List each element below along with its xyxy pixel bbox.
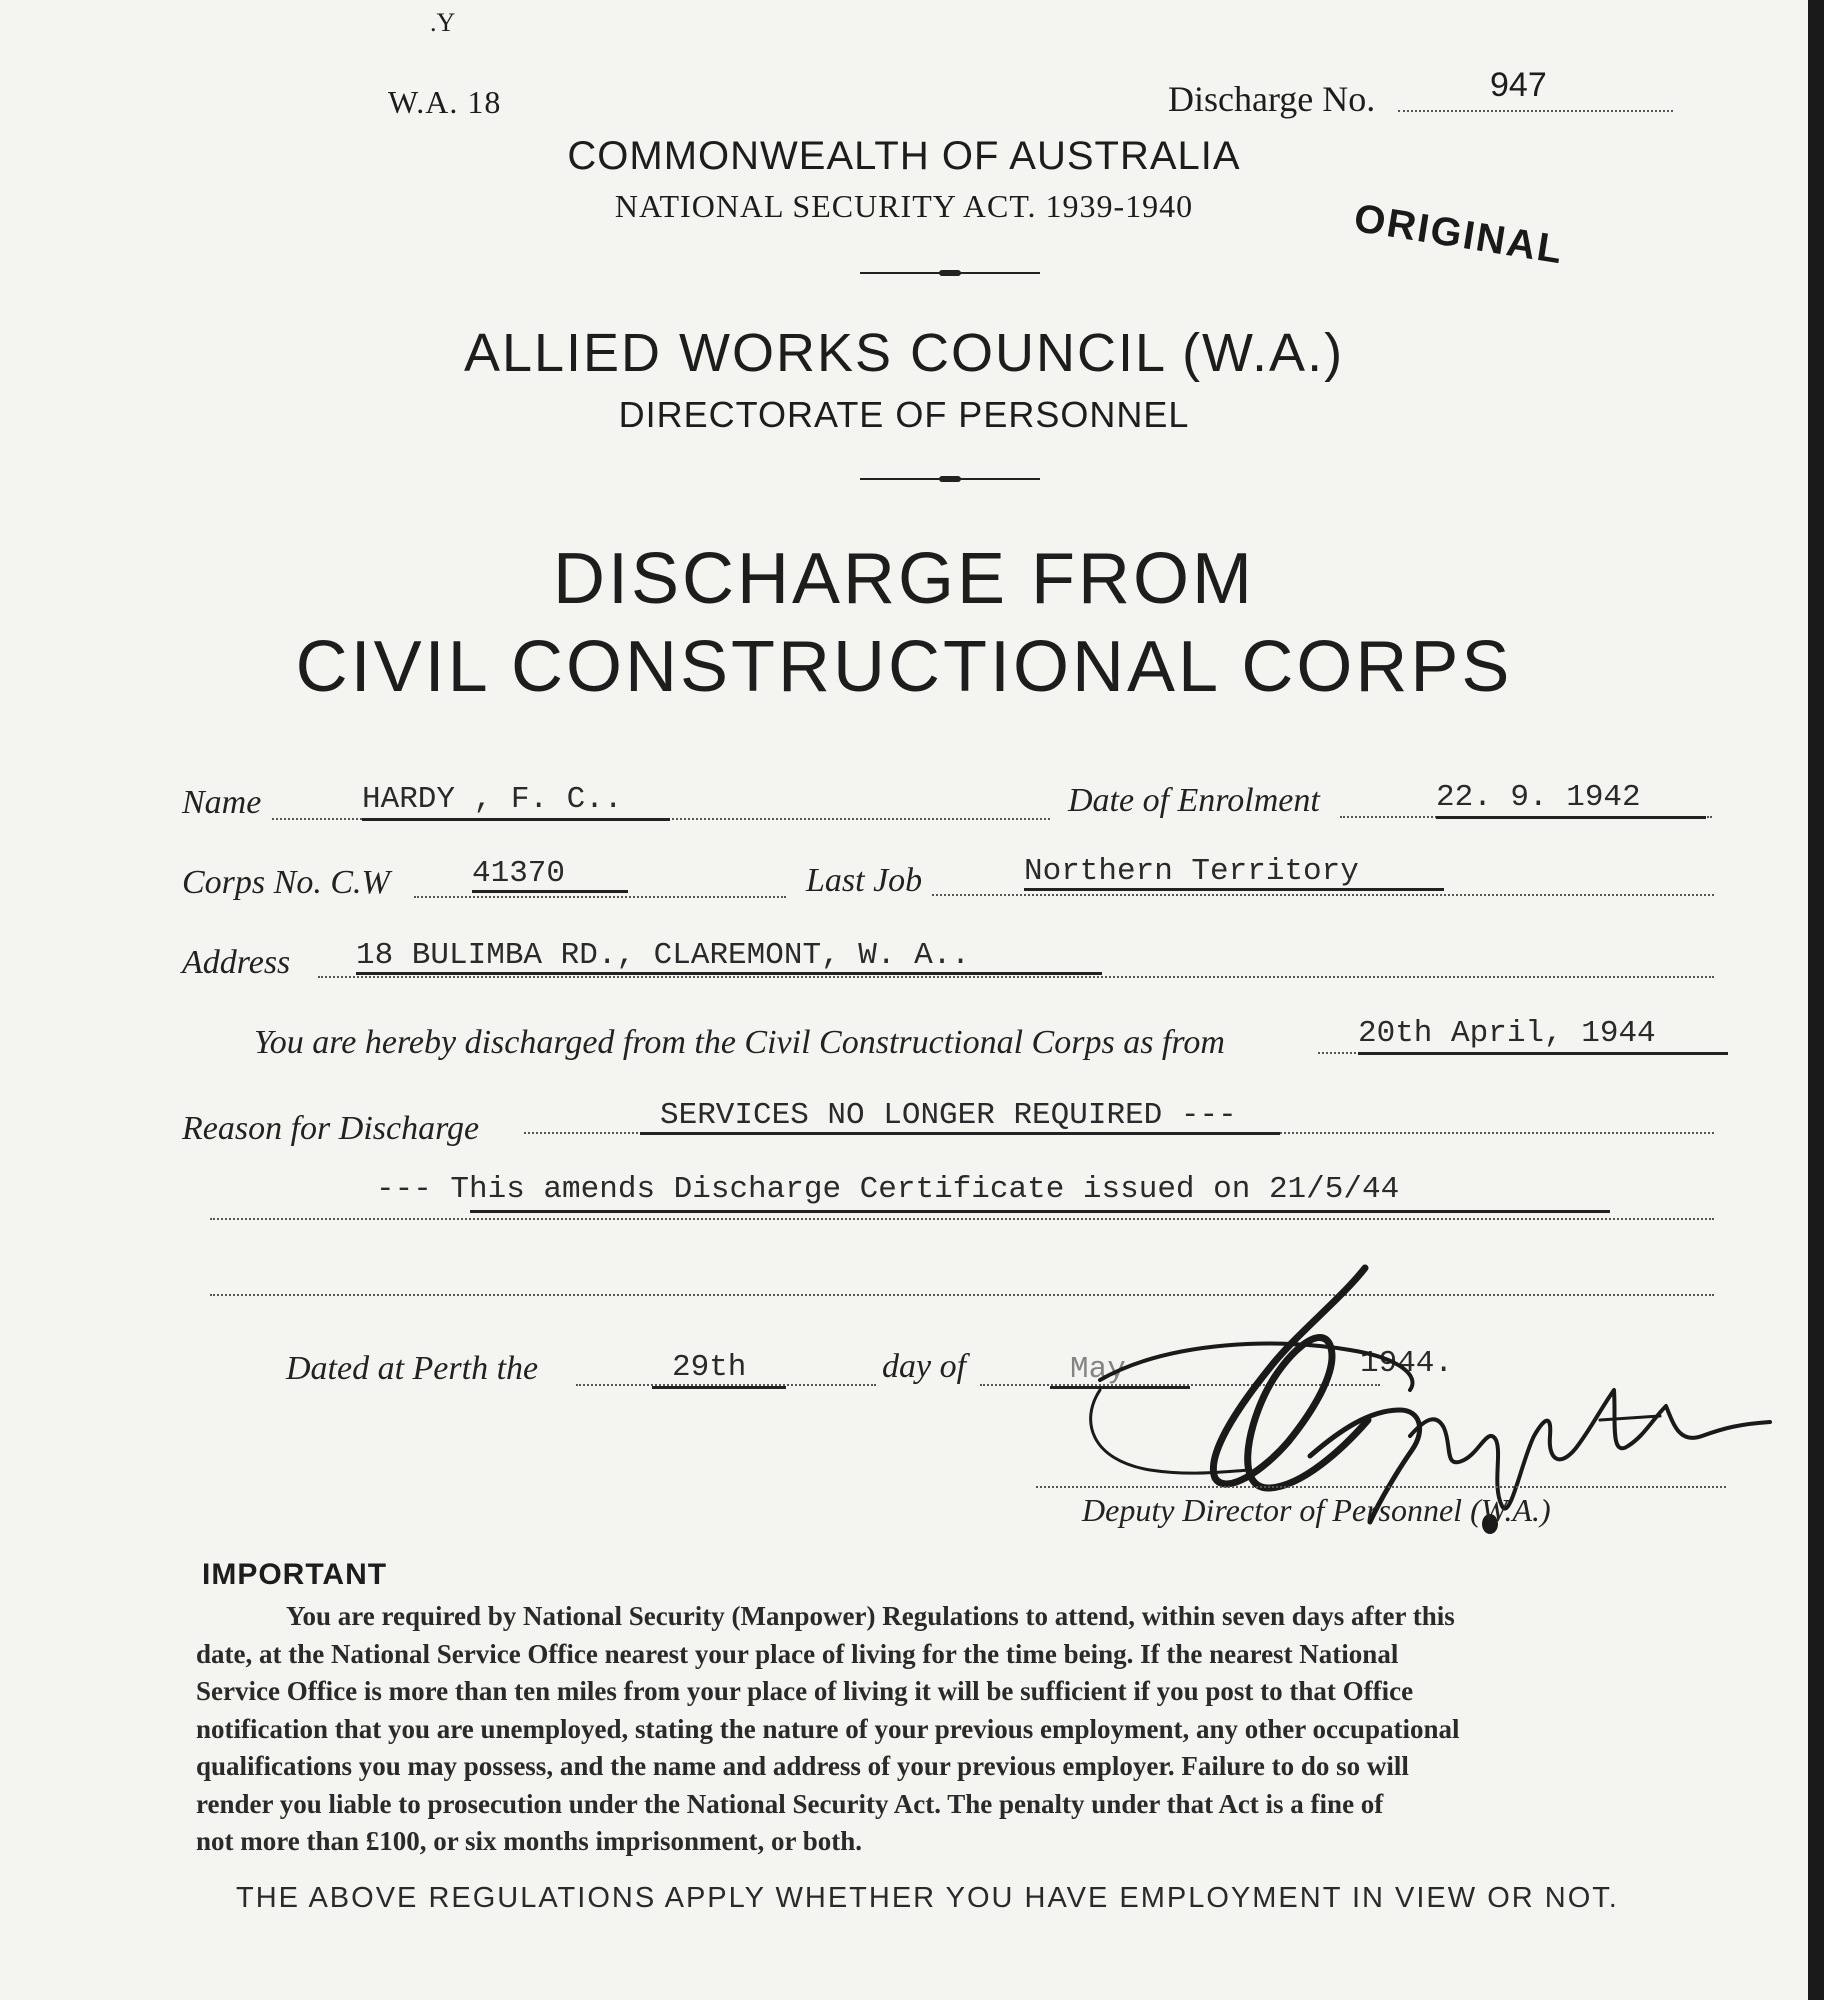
year-value: 1944. [1360, 1346, 1454, 1381]
signer-title: Deputy Director of Personnel (W.A.) [1082, 1492, 1551, 1528]
day-value: 29th [672, 1350, 747, 1385]
dated-label: Dated at Perth the [286, 1350, 539, 1387]
enrolment-label: Date of Enrolment [1068, 782, 1320, 819]
enrolment-value: 22. 9. 1942 [1436, 780, 1641, 815]
notice-line: notification that you are unemployed, stating the nature of your previous employment, any other occupational [196, 1713, 1460, 1744]
reason-line-2 [210, 1218, 1714, 1220]
reason-value: SERVICES NO LONGER REQUIRED --- [660, 1098, 1237, 1133]
corps-value: 41370 [472, 856, 566, 891]
address-value: 18 BULIMBA RD., CLAREMONT, W. A.. [356, 938, 970, 973]
day-of-label: day of [882, 1348, 967, 1385]
discharged-statement: You are hereby discharged from the Civil Constructional Corps as from [254, 1024, 1225, 1061]
country-heading: COMMONWEALTH OF AUSTRALIA [567, 134, 1241, 178]
discharged-date-value: 20th April, 1944 [1358, 1016, 1656, 1051]
address-line [318, 976, 1714, 978]
last-job-label: Last Job [806, 862, 923, 899]
enrolment-underline [1436, 816, 1706, 819]
amendment-underline [470, 1210, 1610, 1213]
discharged-date-underline [1358, 1052, 1728, 1055]
day-underline [652, 1386, 786, 1389]
notice-line: date, at the National Service Office nearest your place of living for the time being. If the nearest National [196, 1638, 1399, 1669]
notice-line: qualifications you may possess, and the name and address of your previous employer. Failure to do so will [196, 1751, 1409, 1781]
last-job-line [932, 894, 1714, 896]
act-heading: NATIONAL SECURITY ACT. 1939-1940 [614, 188, 1194, 224]
discharge-number-value: 947 [1490, 66, 1547, 104]
signature-line [1036, 1486, 1726, 1488]
name-underline [362, 818, 670, 821]
important-heading: IMPORTANT [202, 1558, 388, 1591]
directorate-heading: DIRECTORATE OF PERSONNEL [618, 394, 1190, 435]
notice-line: not more than £100, or six months imprisonment, or both. [196, 1826, 863, 1856]
reason-label: Reason for Discharge [182, 1110, 480, 1147]
divider-middle [860, 478, 1040, 480]
corps-line [414, 896, 786, 898]
divider-top [860, 272, 1040, 274]
last-job-value: Northern Territory [1024, 854, 1359, 889]
name-label: Name [182, 784, 262, 821]
margin-mark: .Y [430, 8, 456, 37]
original-stamp: ORIGINAL [1351, 196, 1567, 273]
form-code: W.A. 18 [388, 84, 502, 120]
reason-underline [640, 1132, 1280, 1135]
address-label: Address [182, 944, 291, 981]
notice-line: render you liable to prosecution under the National Security Act. The penalty under that Act is a fine of [196, 1788, 1384, 1819]
council-heading: ALLIED WORKS COUNCIL (W.A.) [463, 323, 1345, 383]
discharge-number-label: Discharge No. [1168, 79, 1376, 119]
amendment-note: --- This amends Discharge Certificate issued on 21/5/44 [376, 1172, 1400, 1207]
scan-edge [1808, 0, 1824, 2000]
notice-line: You are required by National Security (Manpower) Regulations to attend, within seven days after this [286, 1601, 1455, 1631]
last-job-underline [1024, 888, 1444, 891]
important-notice [196, 1598, 1716, 1861]
discharge-number-line [1398, 110, 1673, 112]
regulations-footer: THE ABOVE REGULATIONS APPLY WHETHER YOU HAVE EMPLOYMENT IN VIEW OR NOT. [236, 1882, 1619, 1914]
notice-line: Service Office is more than ten miles from your place of living it will be sufficient if you post to that Office [196, 1676, 1414, 1706]
name-value: HARDY , F. C.. [362, 782, 623, 817]
corps-underline [472, 890, 628, 893]
title-line-1: DISCHARGE FROM [552, 539, 1256, 619]
corps-label: Corps No. C.W [182, 864, 390, 901]
month-value: May [1070, 1352, 1126, 1387]
address-underline [356, 972, 1102, 975]
title-line-2: CIVIL CONSTRUCTIONAL CORPS [295, 627, 1513, 707]
